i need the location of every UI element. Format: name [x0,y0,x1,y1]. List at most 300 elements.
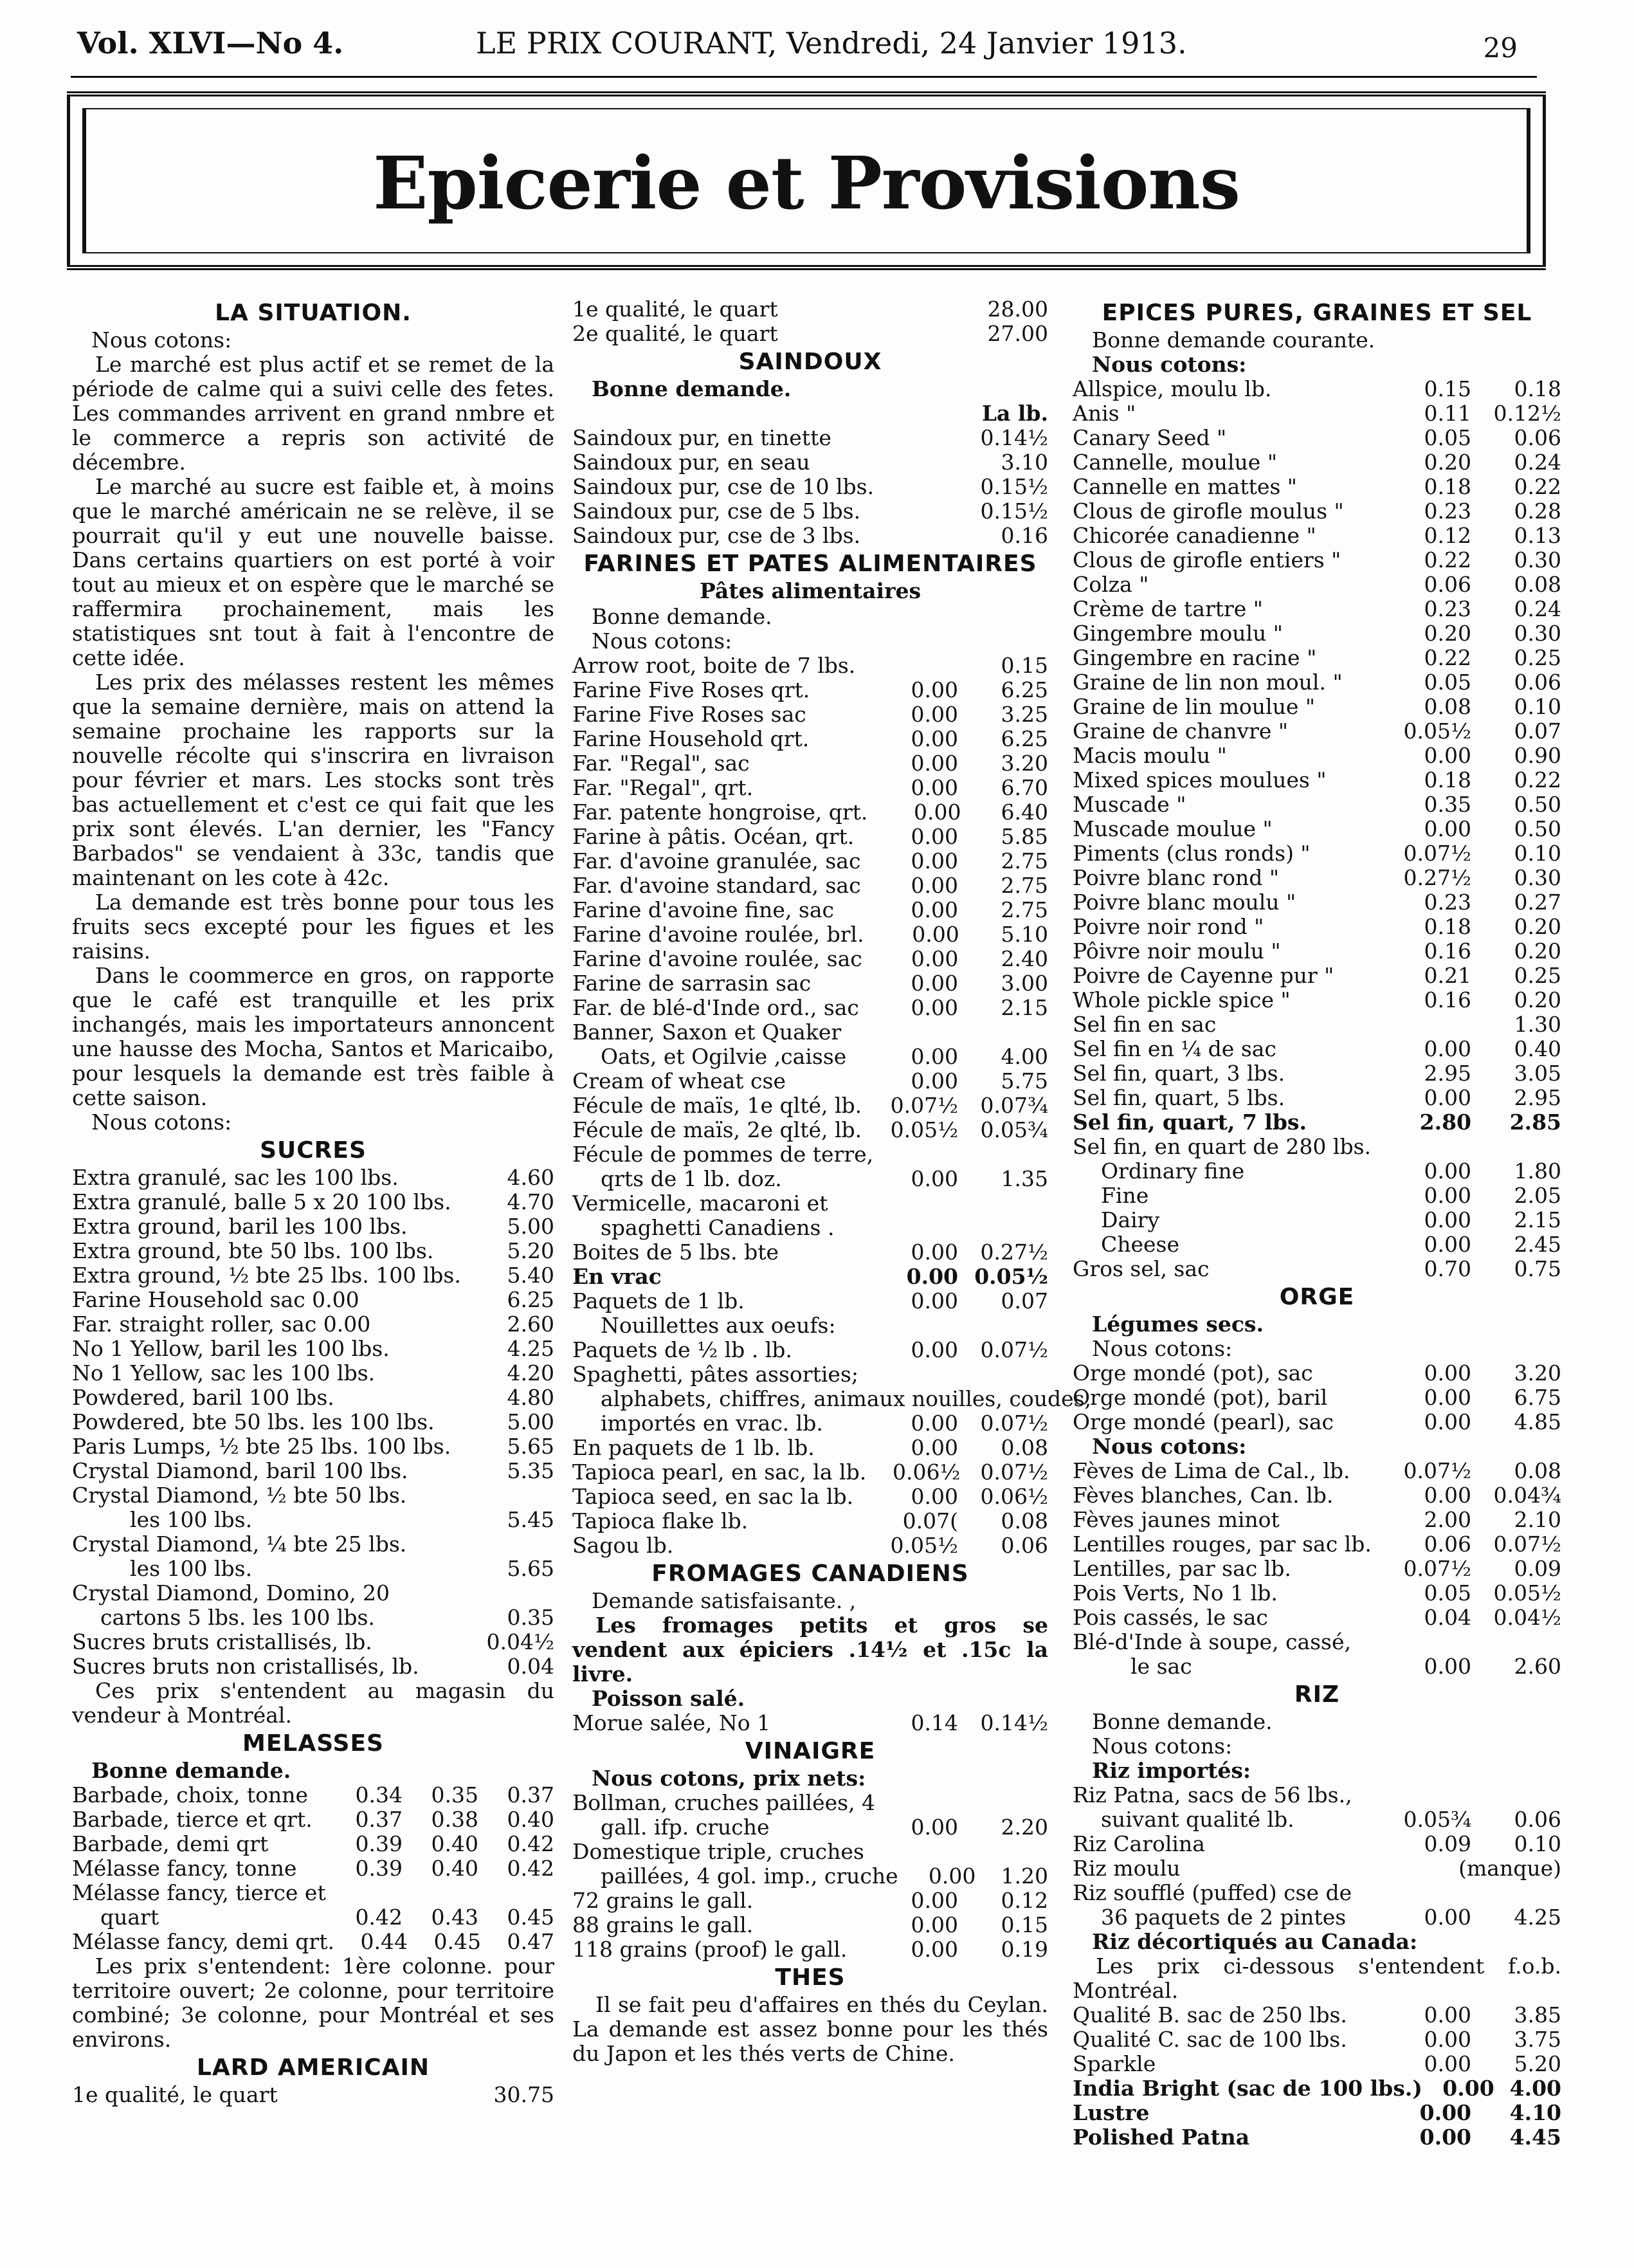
item-label: Sel fin, en quart de 280 lbs. [1073,1134,1371,1159]
item-label: Saindoux pur, en seau [572,450,810,475]
item-label: Morue salée, No 1 [572,1710,771,1735]
price-row [72,1385,554,1410]
price-cell: 2.60 [1514,1654,1561,1679]
price-row [72,1190,554,1214]
price-cell: 0.05¾ [1403,1807,1471,1832]
item-label: Tapioca seed, en sac la lb. [572,1484,854,1509]
text-line: Légumes secs. [1092,1312,1264,1337]
item-label: Muscade " [1073,792,1186,817]
price-cell: 0.05¾ [980,1117,1048,1142]
price-cell: 0.00 [911,1288,958,1313]
item-label: Cream of wheat cse [572,1068,786,1093]
price-row [1073,1508,1561,1532]
item-label: Pôivre noir moulu " [1073,938,1281,964]
price-cell: 0.00 [1424,1158,1471,1184]
text-line: Nous cotons, prix nets: [592,1766,866,1791]
price-cell: 0.27 [1514,890,1561,915]
price-cell: 0.22 [1514,474,1561,499]
item-label: Tapioca pearl, en sac, la lb. [572,1459,867,1485]
price-cell: 0.00 [911,775,958,800]
price-row [572,1386,1092,1411]
price-row [572,825,1048,849]
item-label: alphabets, chiffres, animaux nouilles, coudes, [601,1386,1092,1411]
price-cell: 0.00 [1424,1654,1471,1679]
item-label: Blé-d'Inde à soupe, cassé, [1073,1629,1352,1654]
price-cell: 5.20 [507,1238,554,1263]
price-cell: 0.35 [431,1782,478,1807]
text-line: Bonne demande. [91,1758,291,1783]
price-row [1073,1605,1561,1630]
price-cell: 2.80 [1419,1110,1471,1135]
price-cell: 6.40 [1001,800,1048,825]
item-label: Lustre [1073,2100,1150,2125]
price-cell: 2.75 [1001,873,1048,898]
price-cell: 0.18 [1514,376,1561,401]
price-cell: 0.38 [431,1807,478,1832]
price-row [572,1791,1048,1815]
item-label: Ordinary fine [1101,1158,1245,1184]
item-label: Mélasse fancy, demi qrt. [72,1929,334,1954]
price-cell: 0.06 [1424,572,1471,597]
price-row [72,1166,554,1190]
item-label: Extra ground, baril les 100 lbs. [72,1214,408,1239]
item-label: Paquets de 1 lb. [572,1288,745,1313]
price-cell: 0.20 [1424,450,1471,475]
price-cell: 0.06½ [893,1459,961,1485]
price-cell: 3.20 [1514,1360,1561,1385]
price-cell: 0.12½ [1493,401,1561,426]
item-label: Sparkle [1073,2051,1156,2076]
price-cell: 0.00 [911,946,959,971]
price-row [572,800,1048,825]
item-label: Riz moulu [1073,1856,1181,1881]
price-row [572,1913,1048,1937]
item-label: 118 grains (proof) le gall. [572,1937,848,1962]
price-row [572,1711,1048,1735]
item-label: Riz Patna, sacs de 56 lbs., [1073,1782,1352,1807]
price-cell: 3.00 [1001,971,1048,996]
item-label: Dairy [1101,1207,1160,1232]
item-label: Sel fin en sac [1073,1012,1217,1037]
price-row [1073,866,1561,890]
price-cell: (manque) [1458,1856,1561,1881]
text-line: Poisson salé. [592,1686,745,1711]
price-row [1073,1257,1561,1281]
price-cell: 0.16 [1424,938,1471,964]
price-cell: 5.35 [507,1458,554,1483]
item-label: Crystal Diamond, baril 100 lbs. [72,1458,408,1483]
price-cell: 0.15½ [980,474,1048,499]
item-label: Sucres bruts cristallisés, lb. [72,1629,372,1654]
price-row [1073,572,1561,597]
price-row [72,1605,554,1630]
price-row [572,1289,1048,1313]
item-label: Farine d'avoine roulée, brl. [572,922,864,947]
paragraph: Les prix ci-dessous s'entendent f.o.b. Montréal. [1073,1953,1561,2003]
price-row [1073,1012,1561,1037]
price-cell: 0.37 [355,1807,403,1832]
price-row [572,1411,1048,1436]
item-label: Sel fin, quart, 3 lbs. [1073,1061,1285,1086]
text-line: Nous cotons: [1092,1336,1233,1361]
price-cell: 0.23 [1424,890,1471,915]
price-cell: 0.75 [1514,1256,1561,1281]
text-line: Riz décortiqués au Canada: [1092,1929,1418,1954]
section-heading: LA SITUATION. [215,300,412,326]
price-cell: 0.22 [1424,645,1471,670]
text-line: Riz importés: [1092,1758,1251,1783]
price-row [72,1581,554,1605]
item-label: Qualité B. sac de 250 lbs. [1073,2002,1347,2027]
price-cell: 4.60 [507,1165,554,1190]
price-cell: 0.44 [360,1929,408,1954]
price-cell: 3.25 [1001,702,1048,727]
price-cell: 0.28 [1514,498,1561,524]
item-label: Extra ground, ½ bte 25 lbs. 100 lbs. [72,1263,461,1288]
price-cell: 0.05½ [890,1117,959,1142]
item-label: Barbade, tierce et qrt. [72,1807,313,1832]
price-cell: 4.25 [1514,1905,1561,1930]
item-label: India Bright (sac de 100 lbs.) [1073,2076,1422,2101]
price-row [572,1240,1048,1265]
price-cell: 1.80 [1514,1158,1561,1184]
price-row [1073,768,1561,792]
price-row [1073,646,1561,670]
item-label: paillées, 4 gol. imp., cruche [601,1863,898,1888]
item-label: Clous de girofle moulus " [1073,498,1344,524]
price-cell: 0.34 [355,1782,403,1807]
price-row [1073,2052,1561,2076]
item-label: Farine Household sac 0.00 [72,1287,359,1312]
item-label: Banner, Saxon et Quaker [572,1020,842,1045]
price-row [1073,1832,1561,1856]
item-label: Far. "Regal", sac [572,751,750,776]
price-row [1073,1856,1561,1881]
price-row [72,1807,554,1832]
price-cell: 2.85 [1509,1110,1561,1135]
price-row [1073,377,1561,401]
price-cell: 0.35 [507,1605,554,1630]
price-row [1073,475,1561,499]
price-row [72,1214,554,1239]
price-cell [1375,1012,1471,1037]
price-row [572,776,1048,800]
item-label: Extra granulé, balle 5 x 20 100 lbs. [72,1189,451,1214]
price-cell: 0.30 [1514,547,1561,572]
price-cell: 27.00 [987,321,1048,346]
item-label: Poivre de Cayenne pur " [1073,963,1334,988]
running-header [77,26,1518,64]
price-cell: 1.30 [1514,1012,1561,1037]
price-cell: 0.08 [1424,694,1471,719]
price-cell: 0.20 [1514,938,1561,964]
item-label: Barbade, choix, tonne [72,1782,309,1807]
paragraph: Les fromages petits et gros se vendent aux épiciers .14½ et .15c la livre. [572,1613,1048,1687]
price-cell: 0.23 [1424,596,1471,621]
price-cell: 0.24 [1514,450,1561,475]
item-label: Poivre blanc rond " [1073,865,1279,890]
item-label: Oats, et Ogilvie ,caisse [601,1044,847,1069]
price-cell: 0.07½ [1403,1556,1471,1581]
item-label: Powdered, bte 50 lbs. les 100 lbs. [72,1409,435,1434]
price-row [72,1459,554,1483]
text-line: Bonne demande. [592,376,792,401]
price-row [72,1483,554,1508]
item-label: Spaghetti, pâtes assorties; [572,1362,858,1387]
price-cell: 0.25 [1514,963,1561,988]
item-label: Orge mondé (pearl), sac [1073,1409,1334,1434]
item-label: Mélasse fancy, tonne [72,1856,297,1881]
price-cell: 0.05½ [974,1264,1048,1289]
item-label: Sel fin, quart, 7 lbs. [1073,1110,1307,1135]
item-label: Orge mondé (pot), baril [1073,1385,1328,1410]
price-cell: 0.12 [1001,1888,1048,1913]
price-row [572,499,1048,524]
price-cell: 0.07½ [890,1093,959,1118]
price-cell: 0.05½ [1403,718,1471,744]
price-cell: 0.00 [1424,816,1471,841]
price-row [1073,597,1561,621]
price-cell: 0.13 [1514,523,1561,548]
section-heading: EPICES PURES, GRAINES ET SEL [1102,300,1532,326]
price-cell: 0.07½ [1493,1532,1561,1557]
price-row [72,1288,554,1312]
price-cell: 0.43 [431,1905,478,1930]
paragraph: Il se fait peu d'affaires en thés du Ceylan. La demande est assez bonne pour les thés du Japon et les thés verts de Chine. [572,1992,1048,2066]
price-cell: 5.75 [1001,1068,1048,1093]
price-row [1073,1135,1561,1159]
item-label: quart [100,1905,159,1930]
item-label: Mélasse fancy, tierce et [72,1880,326,1905]
price-row [1073,1159,1561,1184]
price-row [1073,695,1561,719]
price-cell: 0.45 [507,1905,554,1930]
item-label: Farine à pâtis. Océan, qrt. [572,824,855,849]
price-cell: 0.06 [1514,425,1561,450]
price-cell: 0.08 [1514,572,1561,597]
price-cell: 0.27½ [1403,865,1471,890]
price-cell: 0.19 [1001,1937,1048,1962]
item-label: Fécule de maïs, 2e qlté, lb. [572,1117,862,1142]
price-row [1073,744,1561,768]
price-cell: 0.10 [1514,1831,1561,1856]
item-label: Arrow root, boite de 7 lbs. [572,653,856,678]
price-cell: 0.20 [1424,621,1471,646]
price-cell: 0.16 [1424,987,1471,1012]
price-cell: 0.00 [1424,1409,1471,1434]
price-cell: 0.00 [1424,1905,1471,1930]
item-label: Lentilles, par sac lb. [1073,1556,1291,1581]
item-label: Fèves jaunes minot [1073,1507,1280,1532]
price-cell: 2.75 [1001,897,1048,922]
price-cell: 0.14 [911,1710,958,1735]
price-row [1073,1783,1561,1807]
price-cell: 3.75 [1514,2027,1561,2052]
price-row [1073,2003,1561,2027]
price-cell: 5.45 [507,1507,554,1532]
price-row [572,1840,1048,1864]
price-row [1073,1581,1561,1605]
price-cell: 0.07½ [1403,1458,1471,1483]
price-row [572,1888,1048,1913]
price-row [572,702,1048,727]
price-cell: 4.25 [507,1336,554,1361]
column-3 [1073,297,1561,2150]
price-cell: 6.70 [1001,775,1048,800]
price-cell: 0.00 [911,702,958,727]
item-label: 88 grains le gall. [572,1912,754,1937]
item-label: Far. d'avoine standard, sac [572,873,861,898]
price-row [1073,1086,1561,1110]
item-label: Crystal Diamond, Domino, 20 [72,1580,390,1605]
price-cell: 2.60 [507,1312,554,1337]
price-cell: 2.05 [1514,1183,1561,1208]
price-row [572,1436,1048,1460]
price-cell: 0.07¾ [980,1093,1048,1118]
price-cell: 0.06 [1514,1807,1561,1832]
item-label: Fine [1101,1183,1149,1208]
price-cell: 3.10 [1001,450,1048,475]
item-label: Farine Five Roses sac [572,702,806,727]
item-label: suivant qualité lb. [1101,1807,1294,1832]
publication-title: LE PRIX COURANT, Vendredi, 24 Janvier 1913. [476,26,1187,60]
price-row [1073,1385,1561,1410]
item-label: Saindoux pur, cse de 3 lbs. [572,523,861,548]
item-label: Macis moulu " [1073,743,1227,768]
price-cell: 0.12 [1424,523,1471,548]
item-label: Fécule de pommes de terre, [572,1142,874,1167]
price-row [1073,1483,1561,1508]
section-heading: SAINDOUX [738,349,882,375]
price-cell: 0.00 [911,1411,958,1436]
price-row [1073,621,1561,646]
price-cell: 5.65 [507,1556,554,1581]
price-cell: 0.00 [911,1888,958,1913]
item-label: Cheese [1101,1232,1180,1257]
price-row [572,1216,1048,1240]
price-cell: 0.05 [1424,670,1471,695]
price-cell: 0.40 [431,1856,478,1881]
item-label: Muscade moulue " [1073,816,1273,841]
item-label: Pois cassés, le sac [1073,1605,1268,1630]
price-row [72,1881,554,1905]
price-row [72,1263,554,1288]
price-cell: 2.00 [1424,1507,1471,1532]
price-row [572,1485,1048,1509]
item-label: Colza " [1073,572,1149,597]
price-cell: 5.85 [1001,824,1048,849]
price-cell: 2.20 [1001,1815,1048,1840]
price-row [1073,1881,1561,1905]
item-label: Sel fin en ¼ de sac [1073,1036,1276,1061]
section-heading: SUCRES [260,1137,367,1164]
price-row [572,996,1048,1020]
price-cell: 5.20 [1514,2051,1561,2076]
item-label: Far. d'avoine granulée, sac [572,848,861,873]
price-row [572,475,1048,499]
price-row [572,1093,1048,1118]
price-row [1073,792,1561,817]
price-cell: 0.00 [911,897,958,922]
price-row [1073,1184,1561,1208]
price-row [572,1937,1048,1962]
price-cell: 0.70 [1424,1256,1471,1281]
item-label: 72 grains le gall. [572,1888,754,1913]
price-cell: 0.21 [1424,963,1471,988]
price-row [1073,2027,1561,2052]
section-heading: RIZ [1294,1681,1340,1708]
column-1 [72,297,554,2107]
price-cell: 0.45 [433,1929,481,1954]
price-cell: 0.08 [1001,1435,1048,1460]
price-row [1073,1110,1561,1135]
item-label: le sac [1130,1654,1192,1679]
price-cell: 0.07½ [980,1459,1048,1485]
item-label: Riz Carolina [1073,1831,1205,1856]
section-heading: MELASSES [242,1730,384,1757]
item-label: Powdered, baril 100 lbs. [72,1385,334,1410]
price-cell: 0.37 [507,1782,554,1807]
item-label: Tapioca flake lb. [572,1508,749,1533]
section-heading: LARD AMERICAIN [196,2054,430,2081]
price-row [572,1338,1048,1362]
price-cell: 0.00 [911,995,958,1020]
price-cell: 0.47 [507,1929,554,1954]
price-cell: 0.14½ [980,425,1048,450]
price-cell: 0.00 [1442,2076,1494,2101]
price-cell: 0.00 [911,1937,958,1962]
section-heading: FROMAGES CANADIENS [651,1560,969,1587]
price-cell: 0.06 [1001,1533,1048,1558]
item-label: Lentilles rouges, par sac lb. [1073,1532,1372,1557]
price-cell: 4.45 [1509,2125,1561,2150]
paragraph: Les prix s'entendent: 1ère colonne. pour territoire ouvert; 2e colonne, pour territoire combiné; 3e colonne, pour Montréal et ses environs. [72,1953,554,2052]
price-cell: 2.75 [1001,848,1048,873]
price-cell: 0.00 [911,1435,958,1460]
price-cell: 0.20 [1514,987,1561,1012]
price-cell: 0.15 [1001,1912,1048,1937]
page-number: 29 [1483,32,1518,64]
price-row [572,1533,1048,1558]
price-cell: 0.42 [507,1856,554,1881]
price-cell: 5.10 [1001,922,1048,947]
item-label: Extra granulé, sac les 100 lbs. [72,1165,399,1190]
item-label: No 1 Yellow, sac les 100 lbs. [72,1360,376,1385]
item-label: Graine de lin non moul. " [1073,670,1343,695]
price-cell: 3.85 [1514,2002,1561,2027]
price-cell: 4.00 [1509,2076,1561,2101]
item-label: Riz soufflé (puffed) cse de [1073,1880,1352,1905]
item-label: Paris Lumps, ½ bte 25 lbs. 100 lbs. [72,1434,451,1459]
text-line: Nous cotons: [1092,1733,1233,1759]
price-cell: 0.14½ [980,1710,1048,1735]
text-line: Nous cotons: [91,1110,232,1135]
price-cell: 3.05 [1514,1061,1561,1086]
item-label: Farine d'avoine roulée, sac [572,946,862,971]
price-cell: 0.22 [1424,547,1471,572]
item-label: Anis " [1073,401,1136,426]
price-row [72,1508,554,1532]
price-cell: 0.40 [1514,1036,1561,1061]
price-cell: 0.07½ [980,1411,1048,1436]
price-cell: 0.05½ [890,1533,958,1558]
text-line: Bonne demande. [592,604,772,629]
price-cell: 4.20 [507,1360,554,1385]
column-2 [572,297,1092,2066]
item-label: Far. "Regal", qrt. [572,775,754,800]
item-label: Cannelle, moulue " [1073,450,1277,475]
item-label: 2e qualité, le quart [572,321,778,346]
